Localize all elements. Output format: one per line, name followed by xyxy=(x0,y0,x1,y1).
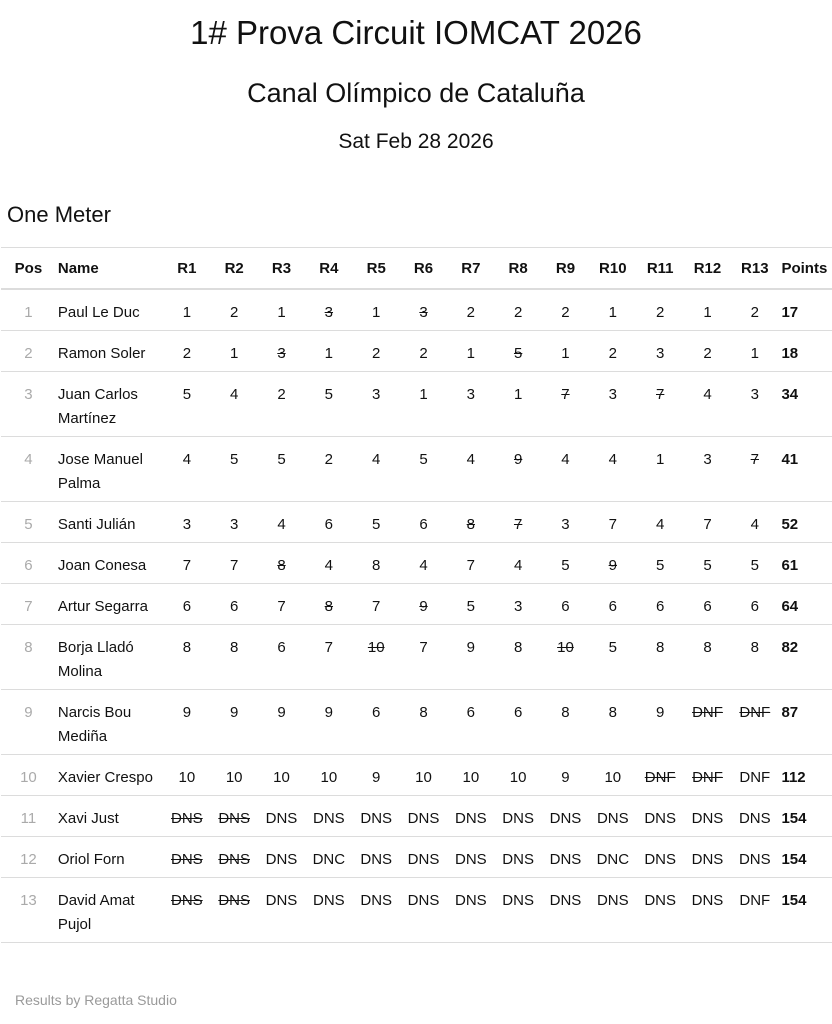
column-header-r7: R7 xyxy=(447,248,494,290)
cell-race-r1: 4 xyxy=(163,437,210,502)
cell-race-r5: 6 xyxy=(353,690,400,755)
cell-race-r10: DNS xyxy=(589,796,636,837)
cell-points: 154 xyxy=(778,796,832,837)
cell-race-r10: 3 xyxy=(589,372,636,437)
cell-race-r1: DNS xyxy=(163,837,210,878)
cell-sailor-name: Ramon Soler xyxy=(56,331,163,372)
fleet-heading: One Meter xyxy=(7,202,111,227)
cell-race-r5: 9 xyxy=(353,755,400,796)
cell-race-r6: 3 xyxy=(400,289,447,331)
cell-race-r6: DNS xyxy=(400,878,447,943)
venue-subtitle: Canal Olímpico de Cataluña xyxy=(247,78,585,108)
cell-race-r7: 1 xyxy=(447,331,494,372)
cell-pos: 5 xyxy=(1,502,56,543)
cell-race-r9: DNS xyxy=(542,878,589,943)
cell-race-r9: 8 xyxy=(542,690,589,755)
cell-race-r6: 8 xyxy=(400,690,447,755)
cell-race-r7: DNS xyxy=(447,796,494,837)
cell-race-r1: 6 xyxy=(163,584,210,625)
column-header-r2: R2 xyxy=(211,248,258,290)
cell-race-r3: DNS xyxy=(258,878,305,943)
column-header-r6: R6 xyxy=(400,248,447,290)
cell-race-r2: DNS xyxy=(211,796,258,837)
cell-sailor-name: Narcis Bou Mediña xyxy=(56,690,163,755)
cell-race-r2: 1 xyxy=(211,331,258,372)
cell-race-r4: 5 xyxy=(305,372,352,437)
cell-race-r3: 6 xyxy=(258,625,305,690)
cell-race-r1: 2 xyxy=(163,331,210,372)
cell-race-r10: 2 xyxy=(589,331,636,372)
column-header-r11: R11 xyxy=(637,248,684,290)
cell-race-r11: 4 xyxy=(637,502,684,543)
cell-race-r4: 4 xyxy=(305,543,352,584)
cell-race-r4: 1 xyxy=(305,331,352,372)
cell-pos: 2 xyxy=(1,331,56,372)
cell-race-r11: 8 xyxy=(637,625,684,690)
column-header-r3: R3 xyxy=(258,248,305,290)
table-row xyxy=(1,437,832,502)
cell-race-r10: DNC xyxy=(589,837,636,878)
cell-race-r4: DNS xyxy=(305,878,352,943)
table-row xyxy=(1,796,832,837)
cell-race-r6: 9 xyxy=(400,584,447,625)
cell-race-r13: 5 xyxy=(731,543,778,584)
cell-race-r7: DNS xyxy=(447,837,494,878)
cell-sailor-name: Joan Conesa xyxy=(56,543,163,584)
cell-race-r5: 2 xyxy=(353,331,400,372)
cell-race-r10: 8 xyxy=(589,690,636,755)
cell-points: 154 xyxy=(778,878,832,943)
cell-race-r13: DNS xyxy=(731,837,778,878)
cell-race-r12: DNS xyxy=(684,878,731,943)
cell-points: 34 xyxy=(778,372,832,437)
cell-pos: 3 xyxy=(1,372,56,437)
cell-race-r2: 7 xyxy=(211,543,258,584)
cell-race-r11: 7 xyxy=(637,372,684,437)
cell-race-r10: 6 xyxy=(589,584,636,625)
cell-race-r10: 10 xyxy=(589,755,636,796)
cell-sailor-name: Paul Le Duc xyxy=(56,289,163,331)
results-body xyxy=(1,289,832,943)
column-header-r1: R1 xyxy=(163,248,210,290)
cell-race-r2: 3 xyxy=(211,502,258,543)
cell-race-r7: 9 xyxy=(447,625,494,690)
cell-race-r12: 6 xyxy=(684,584,731,625)
cell-race-r10: 9 xyxy=(589,543,636,584)
cell-race-r11: 6 xyxy=(637,584,684,625)
cell-race-r12: 8 xyxy=(684,625,731,690)
cell-race-r3: 2 xyxy=(258,372,305,437)
cell-race-r9: 1 xyxy=(542,331,589,372)
cell-race-r2: DNS xyxy=(211,837,258,878)
cell-race-r8: 7 xyxy=(494,502,541,543)
cell-race-r3: 3 xyxy=(258,331,305,372)
cell-race-r10: 7 xyxy=(589,502,636,543)
cell-race-r5: DNS xyxy=(353,796,400,837)
cell-race-r3: DNS xyxy=(258,796,305,837)
cell-race-r12: DNS xyxy=(684,837,731,878)
cell-points: 17 xyxy=(778,289,832,331)
cell-pos: 8 xyxy=(1,625,56,690)
cell-race-r8: DNS xyxy=(494,796,541,837)
cell-race-r10: 5 xyxy=(589,625,636,690)
cell-race-r1: 7 xyxy=(163,543,210,584)
cell-points: 18 xyxy=(778,331,832,372)
cell-points: 41 xyxy=(778,437,832,502)
cell-pos: 11 xyxy=(1,796,56,837)
cell-sailor-name: Santi Julián xyxy=(56,502,163,543)
cell-race-r6: 5 xyxy=(400,437,447,502)
cell-race-r10: DNS xyxy=(589,878,636,943)
cell-race-r5: 10 xyxy=(353,625,400,690)
cell-race-r12: 3 xyxy=(684,437,731,502)
cell-race-r4: 2 xyxy=(305,437,352,502)
cell-race-r1: 3 xyxy=(163,502,210,543)
cell-race-r6: 1 xyxy=(400,372,447,437)
cell-race-r4: DNS xyxy=(305,796,352,837)
cell-race-r7: 8 xyxy=(447,502,494,543)
cell-race-r8: DNS xyxy=(494,878,541,943)
cell-race-r1: 5 xyxy=(163,372,210,437)
cell-race-r12: DNF xyxy=(684,690,731,755)
cell-sailor-name: Jose Manuel Palma xyxy=(56,437,163,502)
cell-race-r1: 10 xyxy=(163,755,210,796)
cell-points: 82 xyxy=(778,625,832,690)
table-row xyxy=(1,755,832,796)
cell-race-r8: 4 xyxy=(494,543,541,584)
cell-race-r9: 2 xyxy=(542,289,589,331)
cell-race-r6: 6 xyxy=(400,502,447,543)
cell-race-r4: 6 xyxy=(305,502,352,543)
cell-sailor-name: Juan Carlos Martínez xyxy=(56,372,163,437)
table-row xyxy=(1,690,832,755)
cell-race-r4: 7 xyxy=(305,625,352,690)
cell-race-r2: 2 xyxy=(211,289,258,331)
cell-race-r11: DNS xyxy=(637,837,684,878)
table-row xyxy=(1,584,832,625)
cell-race-r7: 10 xyxy=(447,755,494,796)
cell-race-r2: 8 xyxy=(211,625,258,690)
cell-race-r7: 7 xyxy=(447,543,494,584)
cell-race-r1: DNS xyxy=(163,878,210,943)
results-table xyxy=(1,247,832,943)
column-header-r5: R5 xyxy=(353,248,400,290)
cell-race-r4: DNC xyxy=(305,837,352,878)
cell-race-r12: 5 xyxy=(684,543,731,584)
table-row xyxy=(1,372,832,437)
cell-race-r13: 4 xyxy=(731,502,778,543)
cell-pos: 7 xyxy=(1,584,56,625)
cell-race-r9: 7 xyxy=(542,372,589,437)
cell-race-r13: 7 xyxy=(731,437,778,502)
table-header-row xyxy=(1,248,832,290)
page-title: 1# Prova Circuit IOMCAT 2026 xyxy=(190,14,642,51)
table-row xyxy=(1,331,832,372)
cell-race-r5: 7 xyxy=(353,584,400,625)
cell-race-r3: DNS xyxy=(258,837,305,878)
cell-race-r12: DNF xyxy=(684,755,731,796)
cell-race-r11: DNF xyxy=(637,755,684,796)
cell-race-r9: 9 xyxy=(542,755,589,796)
table-row xyxy=(1,502,832,543)
cell-pos: 13 xyxy=(1,878,56,943)
cell-race-r2: 4 xyxy=(211,372,258,437)
cell-race-r13: 6 xyxy=(731,584,778,625)
cell-race-r7: 5 xyxy=(447,584,494,625)
table-row xyxy=(1,625,832,690)
cell-pos: 6 xyxy=(1,543,56,584)
cell-points: 52 xyxy=(778,502,832,543)
cell-race-r9: 3 xyxy=(542,502,589,543)
cell-race-r1: 8 xyxy=(163,625,210,690)
cell-race-r7: 4 xyxy=(447,437,494,502)
column-header-r4: R4 xyxy=(305,248,352,290)
cell-sailor-name: Borja Lladó Molina xyxy=(56,625,163,690)
cell-pos: 1 xyxy=(1,289,56,331)
cell-race-r9: 4 xyxy=(542,437,589,502)
cell-race-r2: 9 xyxy=(211,690,258,755)
cell-race-r12: DNS xyxy=(684,796,731,837)
cell-race-r10: 1 xyxy=(589,289,636,331)
table-row xyxy=(1,543,832,584)
cell-pos: 12 xyxy=(1,837,56,878)
cell-sailor-name: Xavier Crespo xyxy=(56,755,163,796)
column-header-r10: R10 xyxy=(589,248,636,290)
column-header-r12: R12 xyxy=(684,248,731,290)
cell-race-r8: 9 xyxy=(494,437,541,502)
cell-race-r7: 3 xyxy=(447,372,494,437)
cell-race-r13: DNS xyxy=(731,796,778,837)
cell-race-r7: DNS xyxy=(447,878,494,943)
cell-race-r11: DNS xyxy=(637,796,684,837)
cell-race-r5: DNS xyxy=(353,878,400,943)
cell-race-r2: 6 xyxy=(211,584,258,625)
cell-race-r3: 7 xyxy=(258,584,305,625)
cell-race-r2: 10 xyxy=(211,755,258,796)
cell-race-r11: 5 xyxy=(637,543,684,584)
cell-race-r8: 1 xyxy=(494,372,541,437)
cell-race-r5: 1 xyxy=(353,289,400,331)
event-date: Sat Feb 28 2026 xyxy=(338,130,494,153)
cell-points: 87 xyxy=(778,690,832,755)
cell-points: 112 xyxy=(778,755,832,796)
cell-race-r3: 5 xyxy=(258,437,305,502)
column-header-name: Name xyxy=(56,248,163,290)
cell-race-r6: 4 xyxy=(400,543,447,584)
table-row xyxy=(1,289,832,331)
cell-pos: 10 xyxy=(1,755,56,796)
table-row xyxy=(1,837,832,878)
cell-race-r5: 5 xyxy=(353,502,400,543)
cell-race-r8: 5 xyxy=(494,331,541,372)
cell-race-r11: 1 xyxy=(637,437,684,502)
cell-race-r5: 3 xyxy=(353,372,400,437)
cell-race-r5: DNS xyxy=(353,837,400,878)
cell-race-r11: 3 xyxy=(637,331,684,372)
cell-race-r13: 2 xyxy=(731,289,778,331)
cell-points: 64 xyxy=(778,584,832,625)
cell-race-r4: 3 xyxy=(305,289,352,331)
column-header-pos: Pos xyxy=(1,248,56,290)
cell-sailor-name: Xavi Just xyxy=(56,796,163,837)
cell-race-r4: 8 xyxy=(305,584,352,625)
cell-race-r9: 6 xyxy=(542,584,589,625)
cell-race-r8: 6 xyxy=(494,690,541,755)
cell-race-r11: DNS xyxy=(637,878,684,943)
cell-race-r1: 9 xyxy=(163,690,210,755)
cell-race-r2: 5 xyxy=(211,437,258,502)
cell-points: 61 xyxy=(778,543,832,584)
cell-race-r12: 4 xyxy=(684,372,731,437)
cell-race-r7: 2 xyxy=(447,289,494,331)
cell-race-r9: DNS xyxy=(542,796,589,837)
cell-sailor-name: Artur Segarra xyxy=(56,584,163,625)
cell-race-r12: 1 xyxy=(684,289,731,331)
cell-race-r1: 1 xyxy=(163,289,210,331)
cell-points: 154 xyxy=(778,837,832,878)
cell-race-r6: 7 xyxy=(400,625,447,690)
cell-race-r13: 8 xyxy=(731,625,778,690)
footer-credit: Results by Regatta Studio xyxy=(15,992,177,1008)
cell-race-r4: 9 xyxy=(305,690,352,755)
cell-race-r9: DNS xyxy=(542,837,589,878)
cell-race-r11: 9 xyxy=(637,690,684,755)
cell-sailor-name: Oriol Forn xyxy=(56,837,163,878)
cell-race-r6: DNS xyxy=(400,796,447,837)
cell-race-r13: DNF xyxy=(731,755,778,796)
cell-race-r1: DNS xyxy=(163,796,210,837)
cell-race-r12: 2 xyxy=(684,331,731,372)
cell-race-r9: 10 xyxy=(542,625,589,690)
cell-race-r13: DNF xyxy=(731,878,778,943)
cell-race-r3: 8 xyxy=(258,543,305,584)
cell-race-r12: 7 xyxy=(684,502,731,543)
cell-race-r8: DNS xyxy=(494,837,541,878)
cell-race-r13: 1 xyxy=(731,331,778,372)
cell-race-r13: DNF xyxy=(731,690,778,755)
cell-sailor-name: David Amat Pujol xyxy=(56,878,163,943)
cell-race-r3: 1 xyxy=(258,289,305,331)
cell-race-r6: 10 xyxy=(400,755,447,796)
column-header-points: Points xyxy=(778,248,832,290)
column-header-r9: R9 xyxy=(542,248,589,290)
cell-race-r6: DNS xyxy=(400,837,447,878)
cell-race-r8: 2 xyxy=(494,289,541,331)
cell-race-r8: 8 xyxy=(494,625,541,690)
cell-pos: 9 xyxy=(1,690,56,755)
cell-race-r6: 2 xyxy=(400,331,447,372)
cell-race-r3: 9 xyxy=(258,690,305,755)
column-header-r13: R13 xyxy=(731,248,778,290)
cell-race-r7: 6 xyxy=(447,690,494,755)
cell-race-r11: 2 xyxy=(637,289,684,331)
cell-race-r10: 4 xyxy=(589,437,636,502)
cell-race-r4: 10 xyxy=(305,755,352,796)
cell-race-r3: 10 xyxy=(258,755,305,796)
cell-race-r9: 5 xyxy=(542,543,589,584)
cell-race-r3: 4 xyxy=(258,502,305,543)
cell-race-r8: 3 xyxy=(494,584,541,625)
cell-race-r13: 3 xyxy=(731,372,778,437)
cell-race-r5: 8 xyxy=(353,543,400,584)
column-header-r8: R8 xyxy=(494,248,541,290)
cell-race-r5: 4 xyxy=(353,437,400,502)
cell-pos: 4 xyxy=(1,437,56,502)
cell-race-r2: DNS xyxy=(211,878,258,943)
table-row xyxy=(1,878,832,943)
cell-race-r8: 10 xyxy=(494,755,541,796)
